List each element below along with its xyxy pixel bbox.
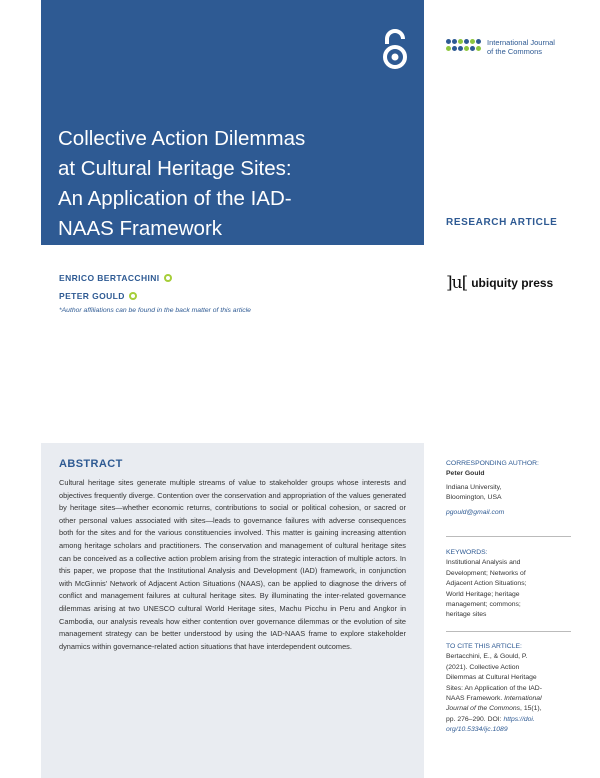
citation-line: NAAS Framework. International — [446, 695, 542, 703]
author-name[interactable]: PETER GOULD — [59, 287, 172, 305]
article-title: Collective Action Dilemmas at Cultural Heritage Sites: An Application of the IAD- NAAS Framework — [58, 127, 306, 240]
sidebar-divider — [446, 536, 571, 537]
keywords-line: World Heritage; heritage — [446, 590, 520, 598]
publisher-mark: ]u[ — [446, 273, 468, 293]
orcid-icon[interactable] — [129, 292, 137, 300]
publisher-logo — [446, 273, 553, 293]
keywords-line: Adjacent Action Situations; — [446, 580, 527, 588]
sidebar-divider — [446, 631, 571, 632]
keywords-block — [446, 548, 571, 621]
citation-line: Sites: An Application of the IAD- — [446, 684, 542, 692]
abstract-heading: ABSTRACT — [59, 458, 123, 470]
article-type-label: RESEARCH ARTICLE — [446, 217, 558, 228]
journal-dots-icon — [446, 39, 488, 57]
corresponding-author-email[interactable]: pgould@gmail.com — [446, 508, 505, 516]
keywords-line: Institutional Analysis and — [446, 559, 521, 567]
abstract-text: Cultural heritage sites generate multiple streams of value to stakeholder groups whose interests and objectives frequently diverge. Contention over the conservation and appropriation of the values generated by heritage sites—whether economic returns, contributions to social or political cohesion, or sacred or other personal values associated with sites—leads to governance failures with adverse consequences both for the sites and for the various constituencies involved. This matter is gaining increasing attention among heritage scholars and practitioners. The conservation and management of cultural heritage sites can be conceived as a collective action problem arising from the strategic interaction of multiple actors. In this paper, we propose that the Institutional Analysis and Development (IAD) framework, in conjunction with McGinnis' Network of Adjacent Action Situations (NAAS), can be applied to diagnose the drivers of conflict and management failures at cultural heritage sites. By illuminating the inter-related governance dilemmas arising at two UNESCO cultural World Heritage sites, Machu Picchu in Peru and Angkor in Cambodia, our analysis reveals how either contention over governance dilemmas or the evolution of site management strategy can be better understood by using the IAD-NAAS frame to explore stakeholder dynamics within governance-related action situations that have interdependent outcomes. — [59, 478, 406, 651]
citation-line: (2021). Collective Action — [446, 663, 520, 671]
author-name[interactable]: ENRICO BERTACCHINI — [59, 269, 172, 287]
keywords-line: heritage sites — [446, 611, 487, 619]
corresponding-author-name: Peter Gould — [446, 470, 485, 478]
keywords-label: KEYWORDS: — [446, 549, 488, 556]
doi-link[interactable]: org/10.5334/ijc.1089 — [446, 726, 508, 734]
citation-line: pp. 276–290. DOI: https://doi. — [446, 715, 535, 723]
corresponding-author-institution: Indiana University, — [446, 483, 502, 491]
corresponding-author-block — [446, 459, 571, 518]
citation-line: Bertacchini, E., & Gould, P. — [446, 653, 528, 661]
author-list — [59, 269, 172, 305]
doi-link[interactable]: https://doi. — [503, 715, 535, 723]
open-access-icon — [381, 28, 409, 70]
keywords-line: management; commons; — [446, 601, 521, 609]
corresponding-author-label: CORRESPONDING AUTHOR: — [446, 460, 539, 467]
orcid-icon[interactable] — [164, 274, 172, 282]
journal-logo — [446, 38, 566, 58]
keywords-line: Development; Networks of — [446, 569, 526, 577]
citation-block — [446, 642, 571, 736]
citation-line: Dilemmas at Cultural Heritage — [446, 674, 537, 682]
citation-label: TO CITE THIS ARTICLE: — [446, 643, 522, 650]
corresponding-author-location: Bloomington, USA — [446, 494, 502, 502]
affiliation-note: *Author affiliations can be found in the back matter of this article — [59, 307, 251, 314]
citation-line: Journal of the Commons, 15(1), — [446, 705, 542, 713]
journal-name: International Journal of the Commons — [487, 38, 555, 56]
publisher-name: ubiquity press — [471, 276, 554, 290]
